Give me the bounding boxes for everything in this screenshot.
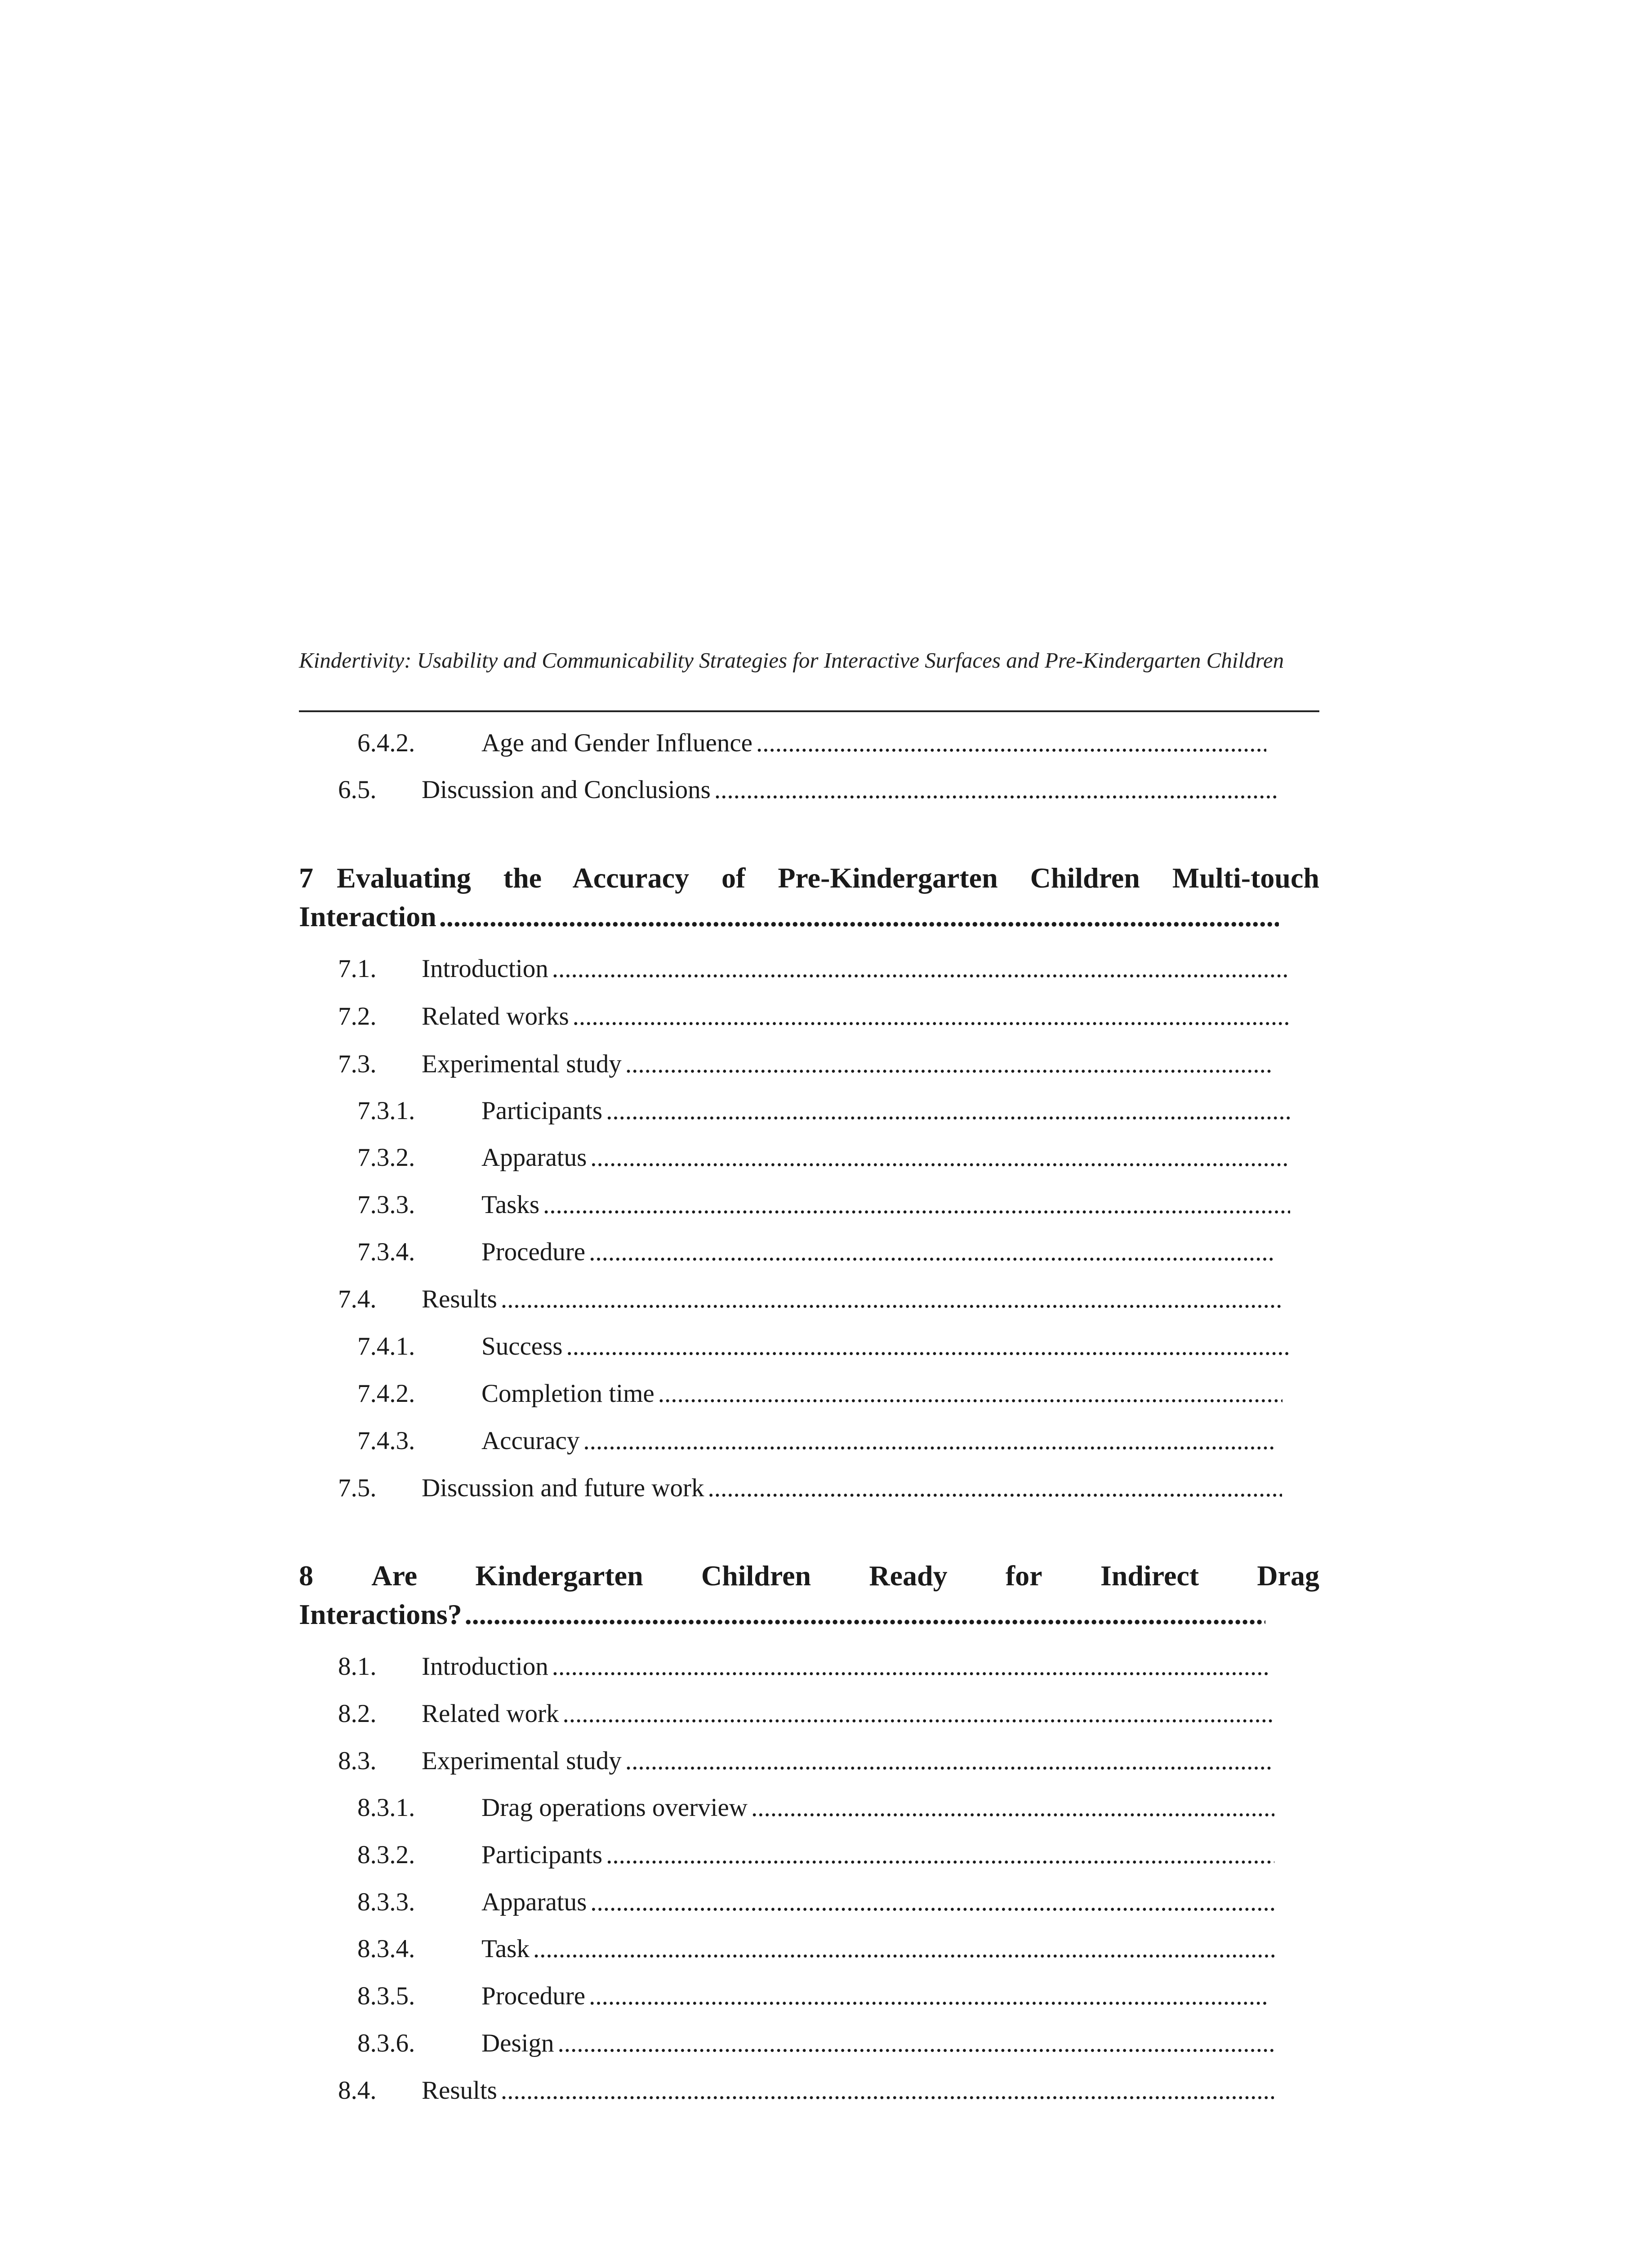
dot-leader [590, 1142, 1290, 1173]
dot-leader [589, 1236, 1274, 1268]
toc-entry-title: Success [481, 1332, 563, 1360]
toc-entry-7-3-2[interactable] [357, 1142, 1290, 1173]
toc-entry-7-4-2[interactable] [357, 1378, 1282, 1409]
toc-entry-title: Procedure [481, 1982, 586, 2010]
toc-entry-7-3[interactable] [338, 1048, 1273, 1080]
toc-entry-7-4-3[interactable] [357, 1425, 1274, 1457]
chapter-title: Evaluating the Accuracy of Pre-Kindergarten Children Multi-touch [337, 862, 1319, 894]
toc-entry-number: 8.4. [338, 2076, 377, 2105]
toc-entry-number: 7.4.1. [357, 1332, 415, 1360]
toc-entry-title: Apparatus [481, 1143, 587, 1172]
dot-leader [439, 897, 1279, 936]
toc-entry-7-3-4[interactable] [357, 1236, 1274, 1268]
toc-entry-title: Age and Gender Influence [481, 729, 753, 757]
toc-entry-number: 7.3.4. [357, 1238, 415, 1266]
toc-entry-title: Related work [422, 1699, 559, 1728]
dot-leader [562, 1698, 1273, 1730]
toc-entry-title: Results [422, 2076, 497, 2105]
toc-entry-7-3-3[interactable] [357, 1189, 1290, 1221]
toc-entry-7-4-1[interactable] [357, 1331, 1290, 1362]
dot-leader [606, 1095, 1290, 1127]
dot-leader [552, 1651, 1268, 1682]
toc-entry-title: Task [481, 1935, 530, 1963]
toc-entry-number: 7.5. [338, 1474, 377, 1502]
toc-entry-8-4[interactable] [338, 2075, 1274, 2106]
toc-entry-number: 7.2. [338, 1002, 377, 1030]
dot-leader [658, 1378, 1282, 1409]
toc-entry-title: Completion time [481, 1379, 655, 1408]
toc-entry-title: Discussion and future work [422, 1474, 704, 1502]
toc-entry-title: Results [422, 1285, 497, 1313]
dot-leader [573, 1001, 1290, 1032]
chapter-title-word: Are [371, 1560, 418, 1592]
dot-leader [583, 1425, 1274, 1457]
toc-entry-7-5[interactable] [338, 1472, 1282, 1504]
dot-leader [708, 1472, 1282, 1504]
dot-leader [589, 1980, 1268, 2012]
toc-entry-8-1[interactable] [338, 1651, 1268, 1682]
dot-leader [590, 1887, 1274, 1918]
chapter-title-word: Drag [1257, 1560, 1319, 1592]
toc-entry-7-1[interactable] [338, 953, 1290, 985]
toc-entry-8-3-1[interactable] [357, 1792, 1274, 1824]
toc-entry-title: Introduction [422, 1652, 548, 1681]
toc-entry-title: Related works [422, 1002, 569, 1030]
dot-leader [533, 1933, 1274, 1965]
toc-entry-title: Participants [481, 1841, 603, 1869]
chapter-title-word: Indirect [1100, 1560, 1199, 1592]
toc-entry-number: 8.3. [338, 1747, 377, 1775]
toc-entry-title: Experimental study [422, 1050, 622, 1078]
chapter-title-word: for [1005, 1560, 1042, 1592]
toc-entry-7-4[interactable] [338, 1284, 1282, 1315]
chapter-8-title-line2 [299, 1595, 1265, 1634]
toc-entry-number: 8.3.2. [357, 1841, 415, 1869]
toc-entry-title: Design [481, 2029, 554, 2057]
dot-leader [501, 2075, 1274, 2106]
dot-leader [625, 1745, 1273, 1777]
toc-entry-8-3-3[interactable] [357, 1887, 1274, 1918]
dot-leader [552, 953, 1290, 985]
toc-entry-number: 8.3.6. [357, 2029, 415, 2057]
toc-entry-8-3-2[interactable] [357, 1839, 1274, 1871]
dot-leader [625, 1048, 1273, 1080]
toc-entry-title: Procedure [481, 1238, 586, 1266]
dot-leader [543, 1189, 1290, 1221]
dot-leader [501, 1284, 1282, 1315]
chapter-title-word: Kindergarten [475, 1560, 643, 1592]
dot-leader [756, 727, 1266, 759]
chapter-title-word: Children [701, 1560, 811, 1592]
dot-leader [751, 1792, 1274, 1824]
toc-entry-number: 8.3.1. [357, 1793, 415, 1822]
dot-leader [465, 1595, 1265, 1634]
toc-entry-number: 7.3.1. [357, 1097, 415, 1125]
toc-entry-number: 7.4.2. [357, 1379, 415, 1408]
toc-entry-8-3-5[interactable] [357, 1980, 1268, 2012]
toc-entry-6-5[interactable] [338, 774, 1278, 806]
dot-leader [566, 1331, 1290, 1362]
toc-entry-number: 6.4.2. [357, 729, 415, 757]
toc-entry-title: Apparatus [481, 1888, 587, 1916]
toc-entry-number: 6.5. [338, 776, 377, 804]
chapter-number: 8 [299, 1560, 313, 1592]
toc-entry-title: Tasks [481, 1191, 540, 1219]
toc-entry-title: Experimental study [422, 1747, 622, 1775]
chapter-title-continuation: Interaction [299, 901, 436, 932]
toc-entry-6-4-2[interactable] [357, 727, 1266, 759]
dot-leader [606, 1839, 1274, 1871]
header-rule [299, 710, 1319, 712]
toc-entry-number: 8.2. [338, 1699, 377, 1728]
toc-entry-8-3[interactable] [338, 1745, 1273, 1777]
toc-entry-7-2[interactable] [338, 1001, 1290, 1032]
chapter-number: 7 [299, 862, 313, 894]
toc-entry-title: Introduction [422, 955, 548, 983]
toc-entry-8-2[interactable] [338, 1698, 1273, 1730]
toc-entry-title: Accuracy [481, 1427, 580, 1455]
toc-entry-number: 8.3.3. [357, 1888, 415, 1916]
chapter-7-heading[interactable] [299, 859, 1319, 936]
toc-entry-number: 7.1. [338, 955, 377, 983]
chapter-title-word: Ready [869, 1560, 948, 1592]
chapter-8-heading[interactable] [299, 1557, 1319, 1634]
toc-entry-number: 8.3.4. [357, 1935, 415, 1963]
toc-entry-title: Participants [481, 1097, 603, 1125]
toc-entry-number: 7.3.2. [357, 1143, 415, 1172]
chapter-8-title-line1 [299, 1557, 1319, 1595]
toc-entry-number: 7.3.3. [357, 1191, 415, 1219]
chapter-7-title-line2 [299, 897, 1279, 936]
toc-entry-8-3-4[interactable] [357, 1933, 1274, 1965]
toc-entry-title: Discussion and Conclusions [422, 776, 711, 804]
toc-entry-number: 8.1. [338, 1652, 377, 1681]
toc-entry-number: 7.4. [338, 1285, 377, 1313]
toc-entry-number: 8.3.5. [357, 1982, 415, 2010]
toc-entry-7-3-1[interactable] [357, 1095, 1290, 1127]
toc-entry-8-3-6[interactable] [357, 2028, 1274, 2059]
running-header: Kindertivity: Usability and Communicability Strategies for Interactive Surfaces and Pre-Kindergarten Children [299, 648, 1284, 673]
toc-entry-number: 7.3. [338, 1050, 377, 1078]
toc-entry-number: 7.4.3. [357, 1427, 415, 1455]
toc-entry-title: Drag operations overview [481, 1793, 748, 1822]
dot-leader [557, 2028, 1274, 2059]
chapter-title-continuation: Interactions? [299, 1598, 462, 1630]
dot-leader [714, 774, 1278, 806]
chapter-7-title-line1 [299, 859, 1319, 897]
